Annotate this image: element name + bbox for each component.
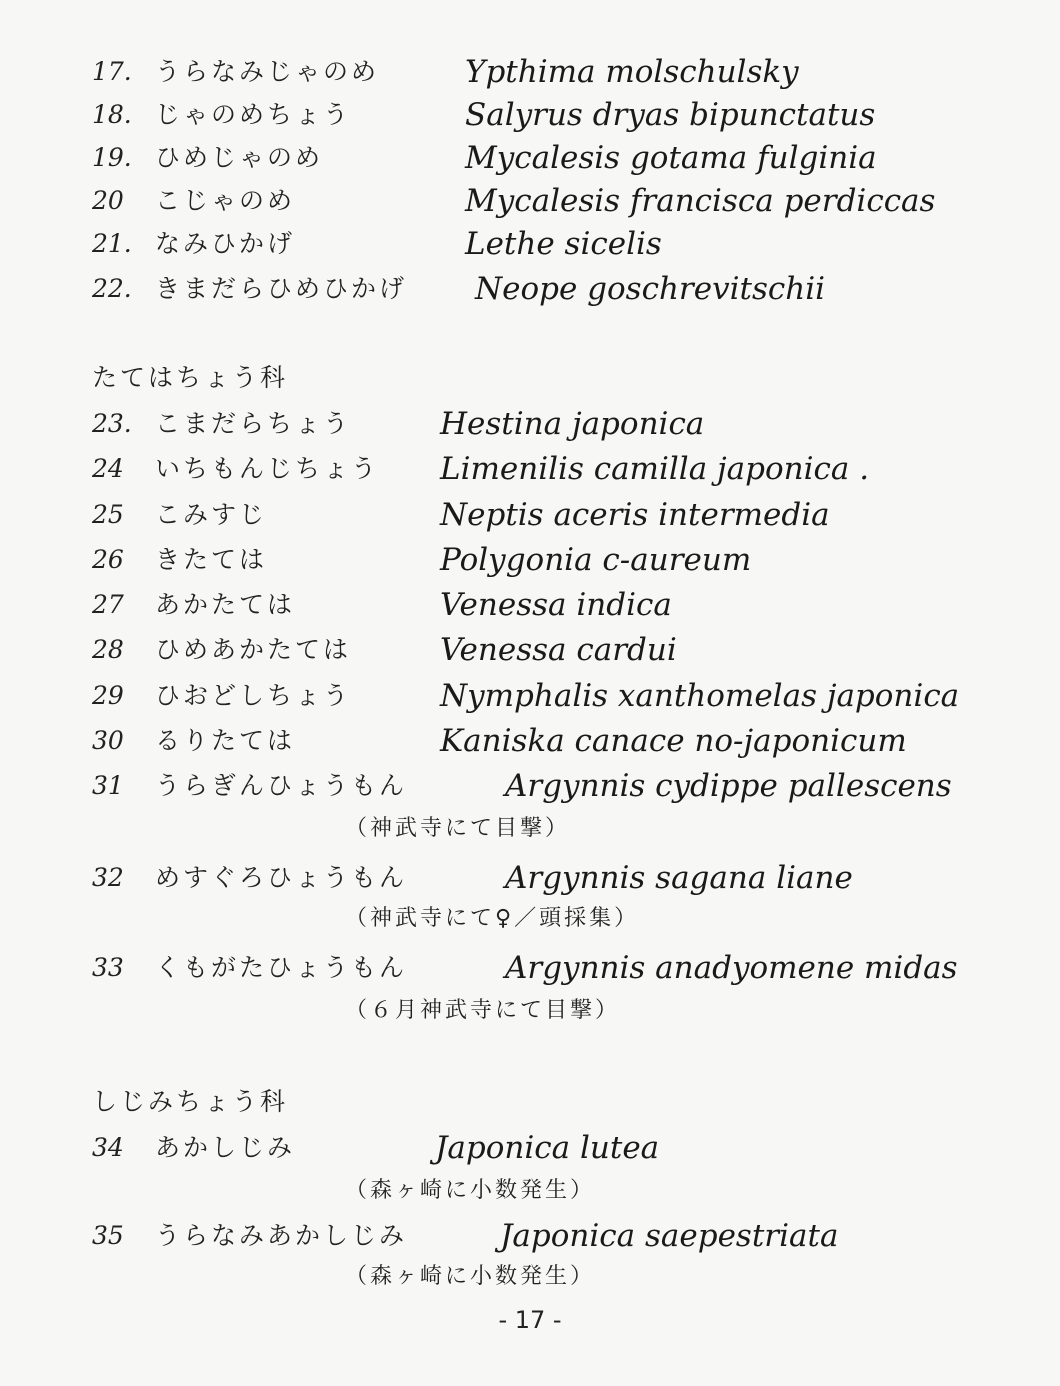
list-item <box>0 766 1060 806</box>
japanese-name: きまだらひめひかげ <box>155 274 408 303</box>
japanese-name: ひめあかたては <box>155 635 352 664</box>
entry-number: 24 <box>92 454 124 483</box>
list-item <box>0 630 1060 670</box>
scientific-name: Neptis aceris intermedia <box>440 497 830 533</box>
section-heading: たてはちょう科 <box>92 363 289 392</box>
list-item <box>0 449 1060 489</box>
japanese-name: めすぐろひょうもん <box>155 863 408 892</box>
scientific-name: Mycalesis francisca perdiccas <box>465 183 936 219</box>
entry-number: 25 <box>92 500 124 529</box>
list-item <box>0 948 1060 988</box>
scientific-name: Salyrus dryas bipunctatus <box>465 97 876 133</box>
list-item <box>0 585 1060 625</box>
list-item <box>0 721 1060 761</box>
japanese-name: あかしじみ <box>155 1133 296 1162</box>
page-number: - 17 - <box>498 1306 562 1334</box>
list-item <box>0 404 1060 444</box>
entry-number: 28 <box>92 635 124 664</box>
japanese-name: こみすじ <box>155 500 268 529</box>
japanese-name: きたては <box>155 545 268 574</box>
entry-note: （森ヶ崎に小数発生） <box>345 1178 596 1203</box>
scientific-name: Japonica saepestriata <box>500 1218 839 1254</box>
scientific-name: Japonica lutea <box>435 1130 660 1166</box>
scientific-name: Argynnis sagana liane <box>505 860 853 896</box>
scientific-name: Venessa indica <box>440 587 672 623</box>
japanese-name: るりたては <box>155 726 296 755</box>
scientific-name: Limenilis camilla japonica . <box>440 451 870 487</box>
entry-number: 33 <box>92 953 124 982</box>
list-item <box>0 676 1060 716</box>
japanese-name: うらなみじゃのめ <box>155 57 380 86</box>
scientific-name: Mycalesis gotama fulginia <box>465 140 877 176</box>
entry-note: （神武寺にて♀／頭採集） <box>345 906 640 931</box>
entry-number: 22. <box>92 274 132 303</box>
list-item <box>0 269 1060 309</box>
scientific-name: Nymphalis xanthomelas japonica <box>440 678 960 714</box>
entry-number: 21. <box>92 229 132 258</box>
scientific-name: Argynnis anadyomene midas <box>505 950 958 986</box>
entry-number: 29 <box>92 681 124 710</box>
list-item <box>0 181 1060 221</box>
list-item <box>0 138 1060 178</box>
entry-number: 20 <box>92 186 124 215</box>
list-item <box>0 95 1060 135</box>
entry-number: 23. <box>92 409 132 438</box>
japanese-name: なみひかげ <box>155 229 296 258</box>
japanese-name: じゃのめちょう <box>155 100 352 129</box>
list-item <box>0 495 1060 535</box>
entry-number: 31 <box>92 771 124 800</box>
entry-note: （森ヶ崎に小数発生） <box>345 1264 596 1289</box>
list-item <box>0 858 1060 898</box>
scientific-name: Neope goschrevitschii <box>475 271 826 307</box>
scientific-name: Lethe sicelis <box>465 226 662 262</box>
entry-number: 34 <box>92 1133 124 1162</box>
japanese-name: こじゃのめ <box>155 186 296 215</box>
entry-number: 35 <box>92 1221 124 1250</box>
scientific-name: Kaniska canace no-japonicum <box>440 723 907 759</box>
scientific-name: Venessa cardui <box>440 632 677 668</box>
scientific-name: Hestina japonica <box>440 406 705 442</box>
japanese-name: ひおどしちょう <box>155 681 352 710</box>
japanese-name: ひめじゃのめ <box>155 143 324 172</box>
entry-note: （６月神武寺にて目撃） <box>345 998 621 1023</box>
japanese-name: うらなみあかしじみ <box>155 1221 408 1250</box>
japanese-name: うらぎんひょうもん <box>155 771 408 800</box>
japanese-name: くもがたひょうもん <box>155 953 408 982</box>
entry-number: 19. <box>92 143 132 172</box>
entry-number: 26 <box>92 545 124 574</box>
list-item <box>0 1216 1060 1256</box>
scientific-name: Polygonia c-aureum <box>440 542 752 578</box>
scientific-name: Argynnis cydippe pallescens <box>505 768 952 804</box>
list-item <box>0 52 1060 92</box>
entry-number: 32 <box>92 863 124 892</box>
japanese-name: いちもんじちょう <box>155 454 380 483</box>
entry-number: 17. <box>92 57 132 86</box>
japanese-name: こまだらちょう <box>155 409 352 438</box>
list-item <box>0 224 1060 264</box>
scientific-name: Ypthima molschulsky <box>465 54 799 90</box>
entry-note: （神武寺にて目撃） <box>345 816 571 841</box>
entry-number: 30 <box>92 726 124 755</box>
section-heading: しじみちょう科 <box>92 1087 289 1116</box>
japanese-name: あかたては <box>155 590 296 619</box>
list-item <box>0 1128 1060 1168</box>
entry-number: 18. <box>92 100 132 129</box>
entry-number: 27 <box>92 590 124 619</box>
list-item <box>0 540 1060 580</box>
